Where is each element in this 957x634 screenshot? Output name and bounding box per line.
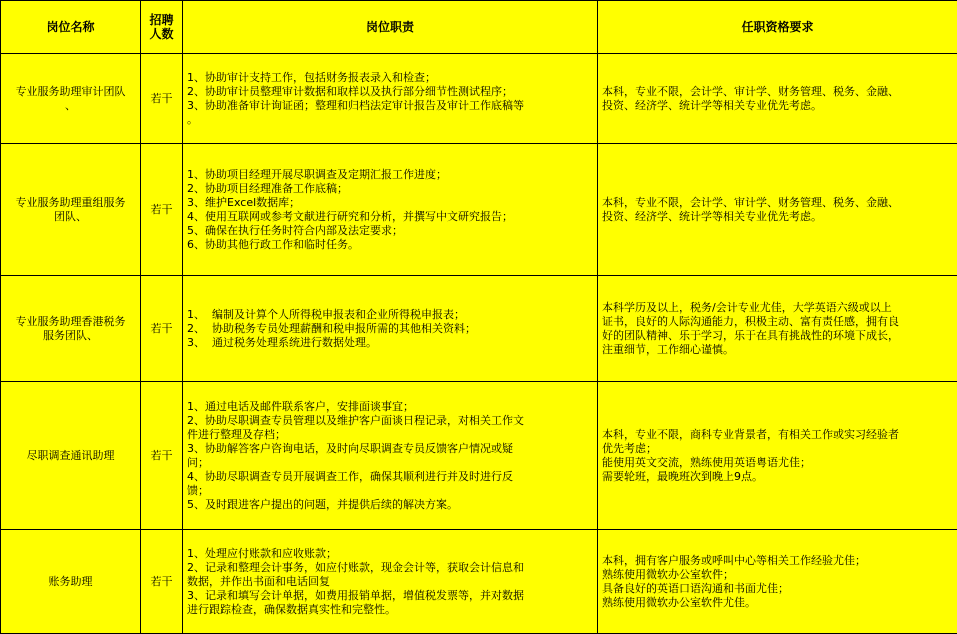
requirement-line: 本科，专业不限，商科专业背景者，有相关工作或实习经验者 bbox=[602, 427, 899, 441]
requirements-cell bbox=[598, 144, 957, 276]
position-name-cell bbox=[1, 54, 141, 144]
requirement-line: 能使用英文交流，熟练使用英语粤语尤佳； bbox=[602, 455, 811, 469]
position-name-line: 专业服务助理重组服务 bbox=[15, 195, 126, 209]
position-name-line: 专业服务助理审计团队 bbox=[15, 84, 126, 98]
requirements-cell bbox=[598, 276, 957, 382]
duty-line: 2、协助尽职调查专员管理以及维护客户面谈日程记录，对相关工作文 bbox=[187, 413, 524, 427]
duties-cell bbox=[183, 382, 598, 530]
position-name-cell bbox=[1, 144, 141, 276]
requirement-line: 本科，拥有客户服务或呼叫中心等相关工作经验尤佳； bbox=[602, 553, 866, 567]
duties-cell bbox=[183, 276, 598, 382]
requirement-line: 本科，专业不限，会计学、审计学、财务管理、税务、金融、 bbox=[602, 84, 899, 98]
duties-cell bbox=[183, 54, 598, 144]
duty-line: 1、 编制及计算个人所得税申报表和企业所得税申报表； bbox=[187, 307, 465, 321]
position-name-cell bbox=[1, 276, 141, 382]
duty-line: 5、及时跟进客户提出的问题，并提供后续的解决方案。 bbox=[187, 497, 458, 511]
duty-line: 6、协助其他行政工作和临时任务。 bbox=[187, 237, 359, 251]
duty-line: 2、协助审计员整理审计数据和取样以及执行部分细节性测试程序； bbox=[187, 84, 513, 98]
position-name-cell bbox=[1, 382, 141, 530]
table-row bbox=[1, 54, 957, 144]
headcount-cell: 若干 bbox=[141, 276, 183, 382]
duty-line: 3、协助解答客户咨询电话，及时向尽职调查专员反馈客户情况或疑 bbox=[187, 441, 513, 455]
table-row bbox=[1, 144, 957, 276]
requirement-line: 熟练使用微软办公室软件尤佳。 bbox=[602, 595, 756, 609]
duty-line: 3、记录和填写会计单据，如费用报销单据，增值税发票等，并对数据 bbox=[187, 588, 524, 602]
position-name-line: 尽职调查通讯助理 bbox=[26, 448, 115, 462]
header-headcount-line: 招聘 bbox=[149, 13, 174, 27]
duty-line: 1、协助项目经理开展尽职调查及定期汇报工作进度； bbox=[187, 167, 447, 181]
duty-line: 3、 通过税务处理系统进行数据处理。 bbox=[187, 335, 377, 349]
requirement-line: 具备良好的英语口语沟通和书面尤佳； bbox=[602, 581, 789, 595]
duties-cell bbox=[183, 530, 598, 634]
header-headcount bbox=[141, 1, 183, 54]
requirement-line: 好的团队精神、乐于学习，乐于在具有挑战性的环境下成长， bbox=[602, 328, 899, 342]
headcount-cell: 若干 bbox=[141, 382, 183, 530]
duty-line: 问； bbox=[187, 455, 209, 469]
header-headcount-line: 人数 bbox=[149, 27, 174, 41]
position-name-cell bbox=[1, 530, 141, 634]
duty-line: 3、协助准备审计询证函；整理和归档法定审计报告及审计工作底稿等 bbox=[187, 98, 524, 112]
duty-line: 进行跟踪检查，确保数据真实性和完整性。 bbox=[187, 602, 396, 616]
requirement-line: 本科学历及以上，税务/会计专业尤佳，大学英语六级或以上 bbox=[602, 300, 892, 314]
table-row bbox=[1, 530, 957, 634]
duty-line: 件进行整理及存档； bbox=[187, 427, 286, 441]
requirement-line: 注重细节，工作细心谨慎。 bbox=[602, 342, 734, 356]
position-name-line: 专业服务助理香港税务 bbox=[15, 314, 126, 328]
duty-line: 。 bbox=[187, 112, 198, 126]
requirement-line: 投资、经济学、统计学等相关专业优先考虑。 bbox=[602, 98, 822, 112]
duty-line: 2、记录和整理会计事务，如应付账款，现金会计等，获取会计信息和 bbox=[187, 560, 524, 574]
requirements-cell bbox=[598, 382, 957, 530]
headcount-cell: 若干 bbox=[141, 144, 183, 276]
table-row bbox=[1, 276, 957, 382]
duty-line: 2、协助项目经理准备工作底稿； bbox=[187, 181, 348, 195]
duty-line: 2、 协助税务专员处理薪酬和税申报所需的其他相关资料； bbox=[187, 321, 476, 335]
duty-line: 4、使用互联网或参考文献进行研究和分析，并撰写中文研究报告； bbox=[187, 209, 513, 223]
requirements-cell bbox=[598, 530, 957, 634]
requirement-line: 优先考虑； bbox=[602, 441, 657, 455]
duty-line: 3、维护Excel数据库； bbox=[187, 195, 301, 209]
requirement-line: 投资、经济学、统计学等相关专业优先考虑。 bbox=[602, 209, 822, 223]
duty-line: 数据，并作出书面和电话回复 bbox=[187, 574, 330, 588]
duties-cell bbox=[183, 144, 598, 276]
duty-line: 4、协助尽职调查专员开展调查工作，确保其顺利进行并及时进行反 bbox=[187, 469, 513, 483]
requirement-line: 熟练使用微软办公室软件； bbox=[602, 567, 734, 581]
table-row bbox=[1, 382, 957, 530]
header-requirements: 任职资格要求 bbox=[598, 1, 957, 54]
table-header-row bbox=[1, 1, 957, 54]
duty-line: 1、协助审计支持工作，包括财务报表录入和检查； bbox=[187, 70, 436, 84]
position-name-line: 团队、 bbox=[54, 209, 87, 223]
duty-line: 1、通过电话及邮件联系客户，安排面谈事宜； bbox=[187, 399, 414, 413]
duty-line: 馈； bbox=[187, 483, 209, 497]
requirements-cell bbox=[598, 54, 957, 144]
requirement-line: 需要轮班，最晚班次到晚上9点。 bbox=[602, 469, 763, 483]
position-name-line: 账务助理 bbox=[48, 574, 93, 588]
position-name-line: 、 bbox=[65, 98, 76, 112]
position-name-line: 服务团队、 bbox=[43, 328, 98, 342]
requirement-line: 证书，良好的人际沟通能力，积极主动、富有责任感，拥有良 bbox=[602, 314, 899, 328]
header-duties: 岗位职责 bbox=[183, 1, 598, 54]
requirement-line: 本科，专业不限，会计学、审计学、财务管理、税务、金融、 bbox=[602, 195, 899, 209]
duty-line: 5、确保在执行任务时符合内部及法定要求； bbox=[187, 223, 403, 237]
header-position-name: 岗位名称 bbox=[1, 1, 141, 54]
headcount-cell: 若干 bbox=[141, 530, 183, 634]
headcount-cell: 若干 bbox=[141, 54, 183, 144]
duty-line: 1、处理应付账款和应收账款； bbox=[187, 546, 337, 560]
